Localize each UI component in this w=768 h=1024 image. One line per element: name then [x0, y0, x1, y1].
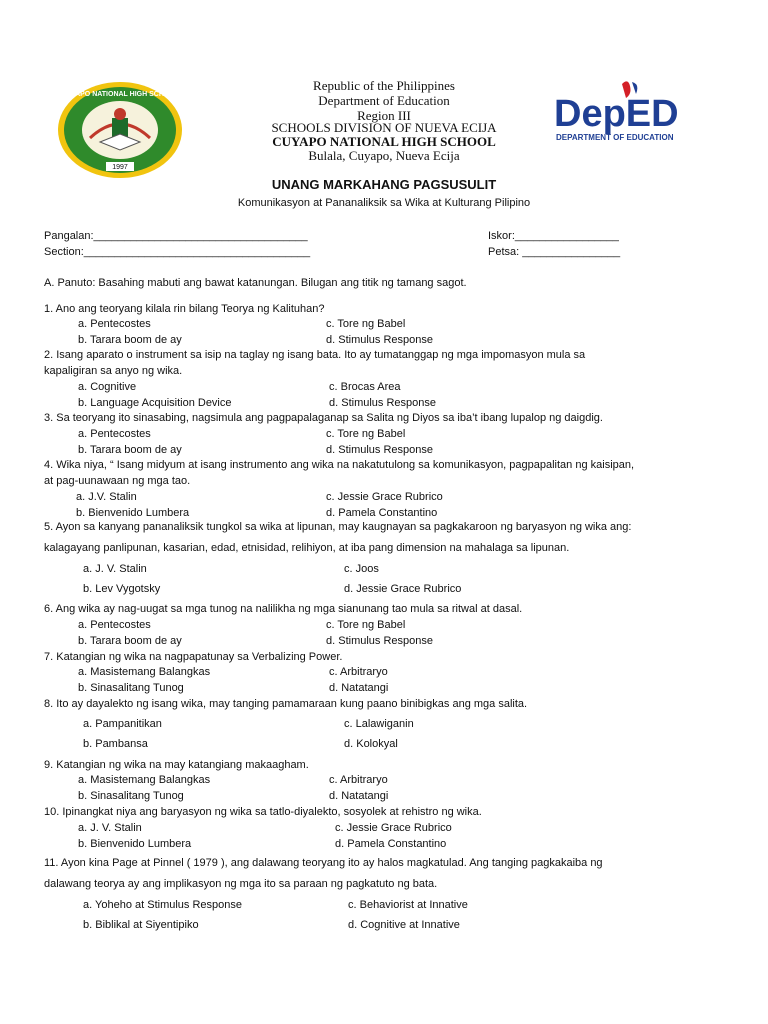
- question-10-option-c[interactable]: c. Jessie Grace Rubrico: [335, 822, 452, 834]
- question-2-text: 2. Isang aparato o instrument sa isip na taglay ng isang bata. Ito ay tumatanggap ng mga impomasyon mula sa: [44, 349, 586, 361]
- question-1-option-b[interactable]: b. Tarara boom de ay: [78, 334, 182, 346]
- question-5-text: 5. Ayon sa kanyang pananaliksik tungkol sa wika at lipunan, may kaugnayan sa pagkakaroon ng baryasyon ng wika ang:: [44, 521, 632, 533]
- question-9-option-c[interactable]: c. Arbitraryo: [329, 774, 388, 786]
- name-field[interactable]: Pangalan:___________________________________: [44, 230, 308, 242]
- header-region: Region III: [357, 108, 411, 123]
- question-5-option-c[interactable]: c. Joos: [344, 563, 379, 575]
- question-1-option-a[interactable]: a. Pentecostes: [78, 318, 151, 330]
- question-11-text: 11. Ayon kina Page at Pinnel ( 1979 ), ang dalawang teoryang ito ay halos magkatulad. Ang tanging pagkakaiba ng: [44, 857, 603, 869]
- deped-logo-wordmark: DepED: [554, 93, 679, 135]
- question-4-option-a[interactable]: a. J.V. Stalin: [76, 491, 137, 503]
- question-3-option-b[interactable]: b. Tarara boom de ay: [78, 444, 182, 456]
- question-8-option-a[interactable]: a. Pampanitikan: [83, 718, 162, 730]
- question-2-option-a[interactable]: a. Cognitive: [78, 381, 137, 393]
- exam-title: UNANG MARKAHANG PAGSUSULIT: [271, 177, 497, 192]
- header-division: SCHOOLS DIVISION OF NUEVA ECIJA: [271, 120, 497, 135]
- question-7-option-d[interactable]: d. Natatangi: [329, 682, 389, 694]
- question-2-text: kapaligiran sa anyo ng wika.: [44, 365, 183, 377]
- question-1-option-d[interactable]: d. Stimulus Response: [326, 334, 433, 346]
- question-11-option-b[interactable]: b. Biblikal at Siyentipiko: [83, 919, 199, 931]
- question-9-text: 9. Katangian ng wika na may katangiang makaagham.: [44, 759, 309, 771]
- question-10-text: 10. Ipinangkat niya ang baryasyon ng wika sa tatlo-diyalekto, sosyolek at rehistro ng wika.: [44, 806, 482, 818]
- question-1-text: 1. Ano ang teoryang kilala rin bilang Teorya ng Kalituhan?: [44, 303, 325, 315]
- question-11-option-c[interactable]: c. Behaviorist at Innative: [348, 899, 468, 911]
- question-6-option-b[interactable]: b. Tarara boom de ay: [78, 635, 182, 647]
- question-5-option-b[interactable]: b. Lev Vygotsky: [83, 583, 161, 595]
- deped-logo-subtext: DEPARTMENT OF EDUCATION: [556, 133, 674, 142]
- question-4-option-d[interactable]: d. Pamela Constantino: [326, 507, 438, 519]
- question-3-option-c[interactable]: c. Tore ng Babel: [326, 428, 406, 440]
- question-2-option-d[interactable]: d. Stimulus Response: [329, 397, 436, 409]
- question-6-option-c[interactable]: c. Tore ng Babel: [326, 619, 406, 631]
- question-8-text: 8. Ito ay dayalekto ng isang wika, may tanging pamamaraan kung paano binibigkas ang mga salita.: [44, 698, 528, 710]
- header-republic: Republic of the Philippines: [313, 78, 455, 93]
- school-logo-year: 1997: [112, 164, 128, 171]
- question-5-text: kalagayang panlipunan, kasarian, edad, etnisidad, relihiyon, at iba pang dimension na mahalaga sa lipunan.: [44, 542, 570, 554]
- question-10-option-a[interactable]: a. J. V. Stalin: [78, 822, 142, 834]
- question-8-option-b[interactable]: b. Pambansa: [83, 738, 148, 750]
- question-5-option-a[interactable]: a. J. V. Stalin: [83, 563, 147, 575]
- header-department: Department of Education: [318, 93, 450, 108]
- question-11-option-a[interactable]: a. Yoheho at Stimulus Response: [83, 899, 243, 911]
- instruction: A. Panuto: Basahing mabuti ang bawat katanungan. Bilugan ang titik ng tamang sagot.: [44, 277, 467, 289]
- question-10-option-d[interactable]: d. Pamela Constantino: [335, 838, 447, 850]
- question-2-option-c[interactable]: c. Brocas Area: [329, 381, 401, 393]
- question-9-option-d[interactable]: d. Natatangi: [329, 790, 389, 802]
- question-9-option-a[interactable]: a. Masistemang Balangkas: [78, 774, 211, 786]
- header-address: Bulala, Cuyapo, Nueva Ecija: [308, 148, 460, 163]
- question-6-option-a[interactable]: a. Pentecostes: [78, 619, 151, 631]
- question-9-option-b[interactable]: b. Sinasalitang Tunog: [78, 790, 184, 802]
- question-1-option-c[interactable]: c. Tore ng Babel: [326, 318, 406, 330]
- question-11-text: dalawang teorya ay ang implikasyon ng mga ito sa paraan ng pagkatuto ng bata.: [44, 878, 438, 890]
- question-5-option-d[interactable]: d. Jessie Grace Rubrico: [344, 583, 462, 595]
- question-7-option-b[interactable]: b. Sinasalitang Tunog: [78, 682, 184, 694]
- question-2-option-b[interactable]: b. Language Acquisition Device: [78, 397, 232, 409]
- exam-subtitle: Komunikasyon at Pananaliksik sa Wika at Kulturang Pilipino: [237, 197, 531, 209]
- question-3-text: 3. Sa teoryang ito sinasabing, nagsimula ang pagpapalaganap sa Salita ng Diyos sa iba’t ibang lupalop ng daigdig.: [44, 412, 603, 424]
- school-logo-ring-text: CUYAPO NATIONAL HIGH SCHOOL: [60, 91, 180, 98]
- question-6-text: 6. Ang wika ay nag-uugat sa mga tunog na nalilikha ng mga sianunang tao mula sa ritwal at dasal.: [44, 603, 523, 615]
- date-field[interactable]: Petsa: ________________: [488, 246, 621, 258]
- question-4-text: at pag-uunawaan ng mga tao.: [44, 475, 191, 487]
- question-7-option-c[interactable]: c. Arbitraryo: [329, 666, 388, 678]
- score-field[interactable]: Iskor:_________________: [488, 230, 619, 242]
- question-3-option-a[interactable]: a. Pentecostes: [78, 428, 151, 440]
- question-3-option-d[interactable]: d. Stimulus Response: [326, 444, 433, 456]
- question-11-option-d[interactable]: d. Cognitive at Innative: [348, 919, 460, 931]
- header-school: CUYAPO NATIONAL HIGH SCHOOL: [272, 134, 496, 149]
- question-7-option-a[interactable]: a. Masistemang Balangkas: [78, 666, 211, 678]
- question-4-text: 4. Wika niya, “ Isang midyum at isang instrumento ang wika na nakatutulong sa komunikasyon, pagpapalitan ng kaisipan,: [44, 459, 635, 471]
- question-6-option-d[interactable]: d. Stimulus Response: [326, 635, 433, 647]
- question-4-option-c[interactable]: c. Jessie Grace Rubrico: [326, 491, 443, 503]
- question-8-option-c[interactable]: c. Lalawiganin: [344, 718, 414, 730]
- question-10-option-b[interactable]: b. Bienvenido Lumbera: [78, 838, 192, 850]
- section-field[interactable]: Section:_____________________________________: [44, 246, 311, 258]
- question-7-text: 7. Katangian ng wika na nagpapatunay sa Verbalizing Power.: [44, 651, 343, 663]
- question-8-option-d[interactable]: d. Kolokyal: [344, 738, 398, 750]
- question-4-option-b[interactable]: b. Bienvenido Lumbera: [76, 507, 190, 519]
